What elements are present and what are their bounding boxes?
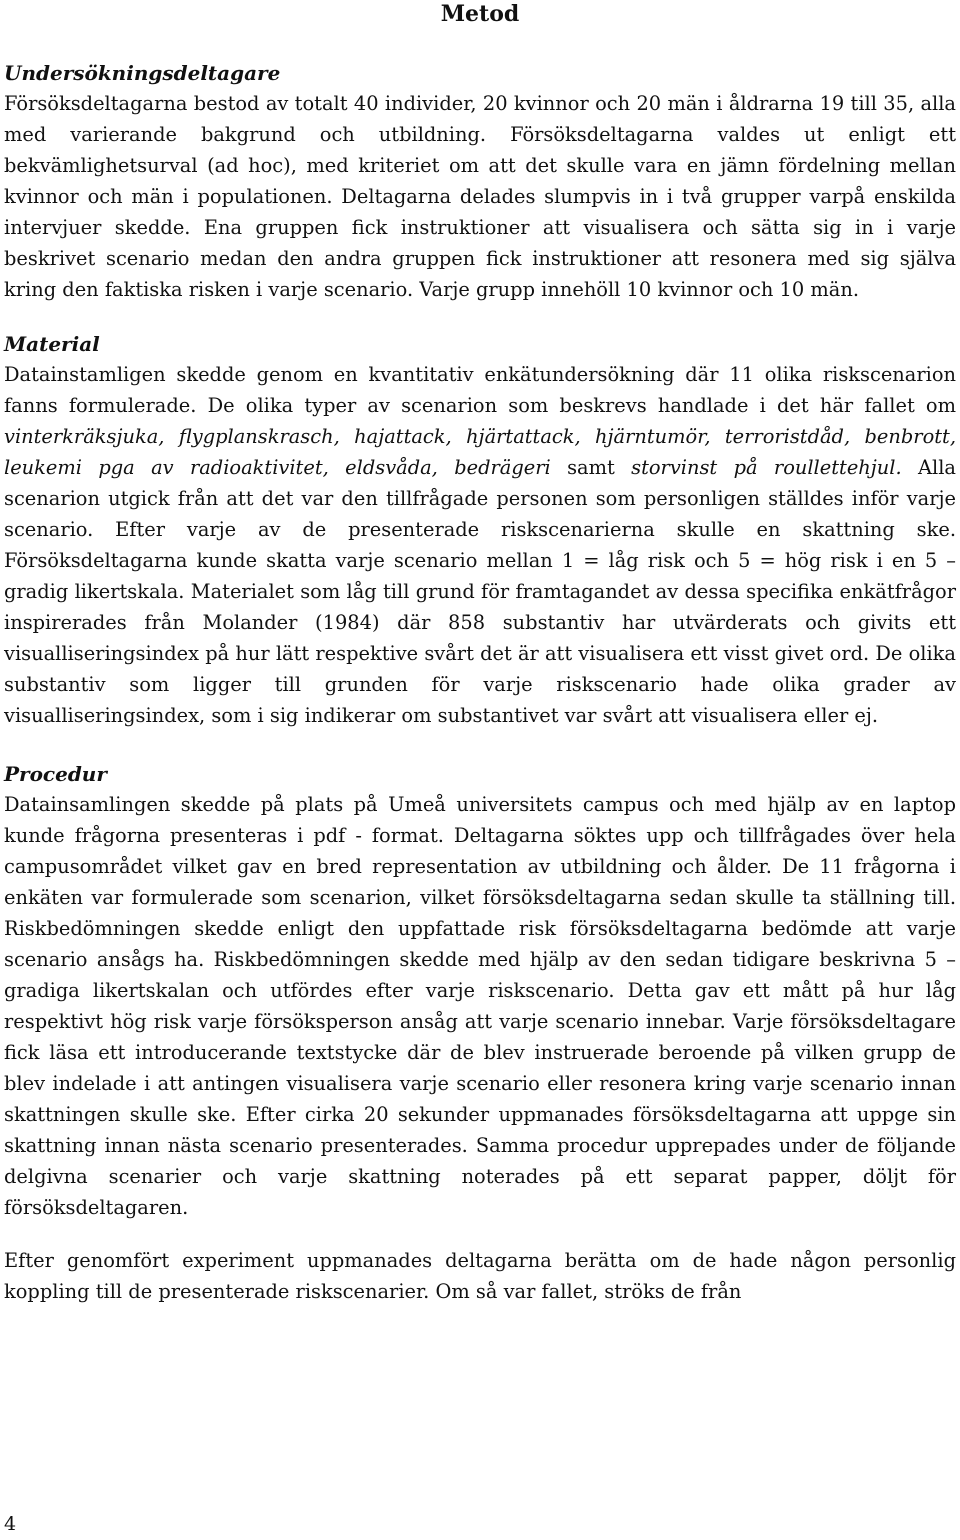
material-text-1: Datainstamligen skedde genom en kvantitativ enkätundersökning där 11 olika riskscenarion fanns formulerade. De olika typer av scenarion som beskrevs handlade i det här fallet om <box>4 363 956 417</box>
material-text-2: samt <box>550 456 632 479</box>
material-text-3: Alla scenarion utgick från att det var den tillfrågade personen som personligen ställdes inför varje scenario. Efter varje av de presenterade riskscenarierna skulle en skattning ske. Försöksdeltagarna kunde skatta varje scenario mellan 1 = låg risk och 5 = hög risk i en 5 – gradig likertskala. Materialet som låg till grund för framtagandet av dessa specifika enkätfrågor inspirerades från Molander (1984) där 858 substantiv har utvärderats och givits ett visualliseringsindex på hur lätt respektive svårt det är att visualisera ett visst givet ord. De olika substantiv som ligger till grunden för varje riskscenario hade olika grader av visualliseringsindex, som i sig indikerar om substantivet var svårt att visualisera eller ej. <box>4 456 956 727</box>
paragraph-participants: Försöksdeltagarna bestod av totalt 40 individer, 20 kvinnor och 20 män i åldrarna 19 till 35, alla med varierande bakgrund och utbildning. Försöksdeltagarna valdes ut enligt ett bekvämlighetsurval (ad hoc), med kriteriet om att det skulle vara en jämn fördelning mellan kvinnor och män i populationen. Deltagarna delades slumpvis in i två grupper varpå enskilda intervjuer skedde. Ena gruppen fick instruktioner att visualisera och sätta sig in i varje beskrivet scenario medan den andra gruppen fick instruktioner att resonera med sig själva kring den faktiska risken i varje scenario. Varje grupp innehöll 10 kvinnor och 10 män. <box>4 92 956 301</box>
section-participants <box>4 58 956 305</box>
page-number: 4 <box>4 1513 17 1535</box>
document-page <box>4 0 956 1307</box>
section-procedure <box>4 759 956 1307</box>
section-material <box>4 329 956 731</box>
paragraph-procedure: Datainsamlingen skedde på plats på Umeå universitets campus och med hjälp av en laptop kunde frågorna presenteras i pdf - format. Deltagarna söktes upp och tillfrågades över hela campusområdet vilket gav en bred representation av utbildning och ålder. De 11 frågorna i enkäten var formulerade som scenarion, vilket försöksdeltagarna sedan skulle ta ställning till. Riskbedömningen skedde enligt den uppfattade risk försöksdeltagarna bedömde att varje scenario ansågs ha. Riskbedömningen skedde med hjälp av den sedan tidigare beskrivna 5 – gradiga likertskalan och utfördes efter varje riskscenario. Detta gav ett mått på hur låg respektivt hög risk varje försöksperson ansåg att varje scenario innebar. Varje försöksdeltagare fick läsa ett introducerande textstycke där de blev instruerade beroende på vilken grupp de blev indelade i att antingen visualisera varje scenario eller resonera kring varje scenario innan skattningen skulle ske. Efter cirka 20 sekunder uppmanades försöksdeltagarna att uppge sin skattning innan nästa scenario presenterades. Samma procedur upprepades under de följande delgivna scenarier och varje skattning noterades på ett separat papper, döljt för försöksdeltagaren. <box>4 793 956 1219</box>
material-scenarios-list: vinterkräksjuka, flygplanskrasch, hajattack, hjärtattack, hjärntumör, terroristdåd, benbrott, leukemi pga av radioaktivitet, eldsvåda, bedrägeri <box>4 425 956 479</box>
material-scenario-last: storvinst på roullettehjul. <box>631 456 902 479</box>
paragraph-procedure-followup: Efter genomfört experiment uppmanades deltagarna berätta om de hade någon personlig koppling till de presenterade riskscenarier. Om så var fallet, ströks de från <box>4 1249 956 1303</box>
paragraph-material <box>4 359 956 731</box>
page-title: Metod <box>440 1 520 27</box>
section-heading-material: Material <box>4 332 100 356</box>
section-heading-participants: Undersökningsdeltagare <box>4 61 281 85</box>
section-heading-procedure: Procedur <box>4 762 107 786</box>
